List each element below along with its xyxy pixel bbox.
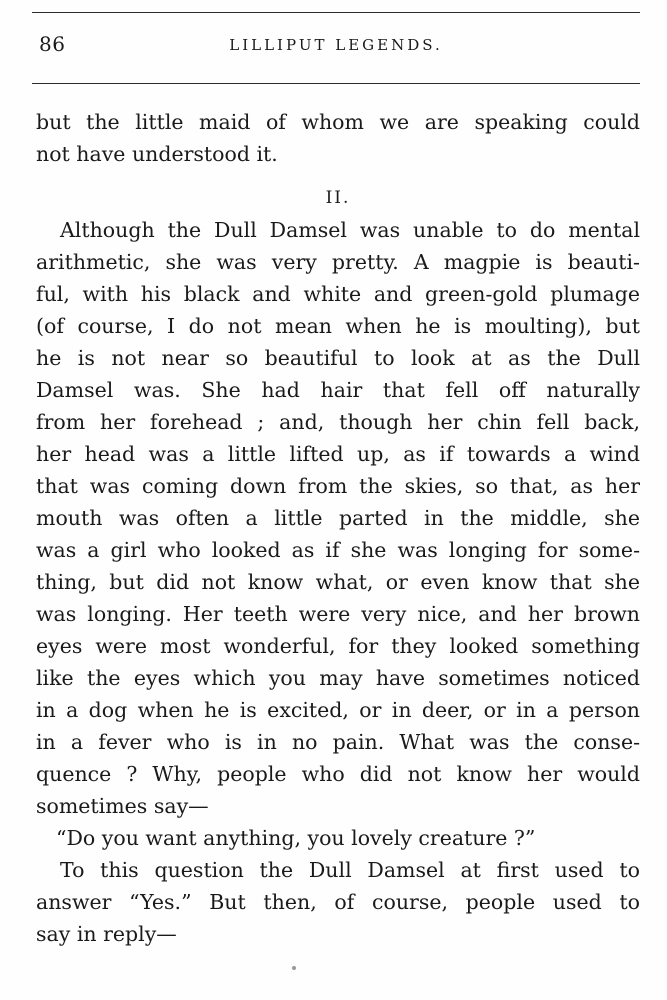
text-line: but the little maid of whom we are speaking could [36,110,640,134]
paper-speck [292,966,296,970]
text-line: mouth was often a little parted in the middle, she [36,506,640,530]
page-header [32,32,640,64]
text-line: in a fever who is in no pain. What was the conse- [36,730,640,754]
running-head: LILLIPUT LEGENDS. [229,36,443,54]
text-line: Although the Dull Damsel was unable to do mental [60,218,640,242]
text-line: that was coming down from the skies, so that, as her [36,474,640,498]
text-line: was a girl who looked as if she was longing for some- [36,538,640,562]
text-line: not have understood it. [36,142,278,166]
text-line: (of course, I do not mean when he is moulting), but [36,314,640,338]
text-line: arithmetic, she was very pretty. A magpie is beauti- [36,250,640,274]
text-line: thing, but did not know what, or even know that she [36,570,640,594]
body-text [36,106,640,950]
text-line: say in reply— [36,922,177,946]
text-line: Damsel was. She had hair that fell off naturally [36,378,640,402]
section-number: II. [325,188,351,208]
top-rule [32,12,640,13]
text-line: was longing. Her teeth were very nice, and her brown [36,602,640,626]
text-line: he is not near so beautiful to look at as the Dull [36,346,640,370]
text-line: from her forehead ; and, though her chin fell back, [36,410,640,434]
text-line: To this question the Dull Damsel at first used to [60,858,640,882]
text-line: her head was a little lifted up, as if towards a wind [36,442,640,466]
text-line: in a dog when he is excited, or in deer, or in a person [36,698,640,722]
text-line: quence ? Why, people who did not know her would [36,762,640,786]
quotation-line: “Do you want anything, you lovely creature ?” [56,826,536,850]
text-line: eyes were most wonderful, for they looked something [36,634,640,658]
header-rule [32,83,640,84]
text-line: sometimes say— [36,794,209,818]
text-line: ful, with his black and white and green-gold plumage [36,282,640,306]
text-line: answer “Yes.” But then, of course, people used to [36,890,640,914]
text-line: like the eyes which you may have sometimes noticed [36,666,640,690]
page-number: 86 [39,32,66,56]
